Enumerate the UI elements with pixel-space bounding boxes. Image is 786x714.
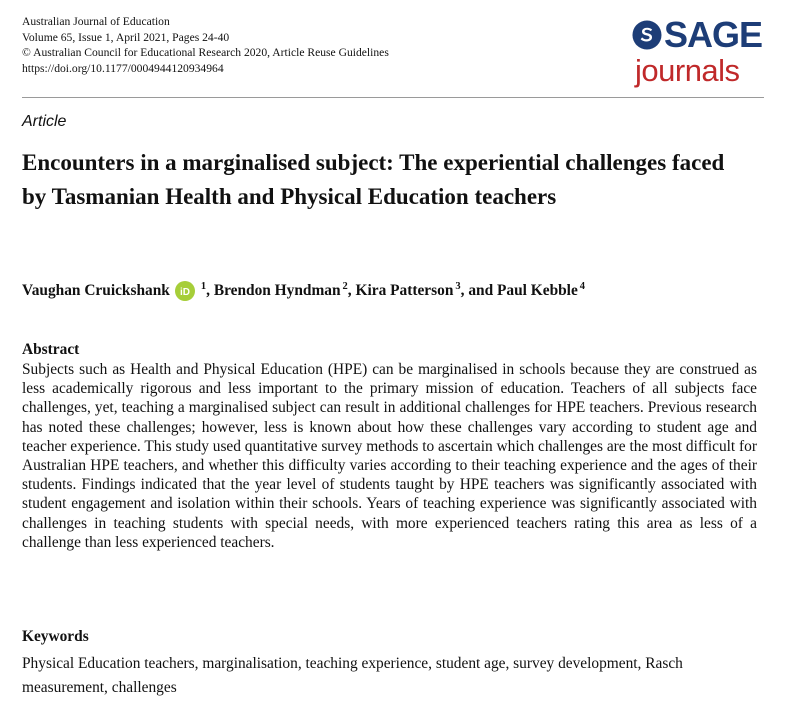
author-list: [22, 281, 585, 301]
article-title: Encounters in a marginalised subject: The experiential challenges faced by Tasmanian Health and Physical Education teachers: [22, 150, 725, 209]
doi-link[interactable]: https://doi.org/10.1177/0004944120934964: [22, 61, 224, 75]
logo-brand-text: SAGE: [663, 14, 762, 55]
author-affiliation: 4: [579, 280, 586, 292]
author-separator: , and: [460, 282, 497, 299]
header-divider: [22, 97, 764, 98]
author-name[interactable]: Kira Patterson: [355, 282, 454, 299]
author-name[interactable]: Vaughan Cruickshank: [22, 282, 170, 299]
orcid-icon[interactable]: [175, 281, 195, 301]
logo-sub-text: journals: [635, 53, 740, 88]
author-separator: ,: [206, 282, 214, 299]
keywords-text: Physical Education teachers, marginalisation, teaching experience, student age, survey development, Rasch measurement, challenges: [22, 655, 683, 696]
citation-block: [22, 14, 389, 76]
author-name[interactable]: Paul Kebble: [496, 282, 578, 299]
sage-s-circle-icon: [632, 19, 662, 51]
abstract-heading: Abstract: [22, 341, 80, 358]
author-separator: ,: [347, 282, 356, 299]
svg-text:iD: iD: [179, 287, 190, 298]
copyright-line: © Australian Council for Educational Research 2020, Article Reuse Guidelines: [22, 46, 389, 60]
abstract-text: Subjects such as Health and Physical Education (HPE) can be marginalised in schools because they are construed as less academically rigorous and less important to the primary mission of education. Teachers of all subjects face challenges, yet, teaching a marginalised subject can result in additional challenges for HPE teachers. Previous research has noted these challenges; however, less is known about how these challenges vary according to student age and teacher experience. This study used quantitative survey methods to ascertain which challenges are the most difficult for Australian HPE teachers, and whether this difficulty varies according to their teaching experience and the ages of their students. Findings indicated that the year level of students taught by HPE teachers was significantly associated with student engagement and isolation within their schools. Years of teaching experience was significantly associated with challenges in teaching students with special needs, with more experienced teachers rating this area as less of a challenge than less experienced teachers.: [22, 361, 757, 551]
keywords-heading: Keywords: [22, 628, 89, 645]
author-affiliation: 2: [342, 280, 348, 292]
sage-journals-logo: [632, 14, 762, 90]
issue-info: Volume 65, Issue 1, April 2021, Pages 24-40: [22, 30, 230, 44]
author-affiliation: 1: [200, 280, 207, 292]
author-affiliation: 3: [455, 280, 461, 292]
journal-name: Australian Journal of Education: [22, 15, 170, 28]
author-name[interactable]: Brendon Hyndman: [213, 282, 341, 299]
article-type-label: Article: [22, 113, 67, 130]
